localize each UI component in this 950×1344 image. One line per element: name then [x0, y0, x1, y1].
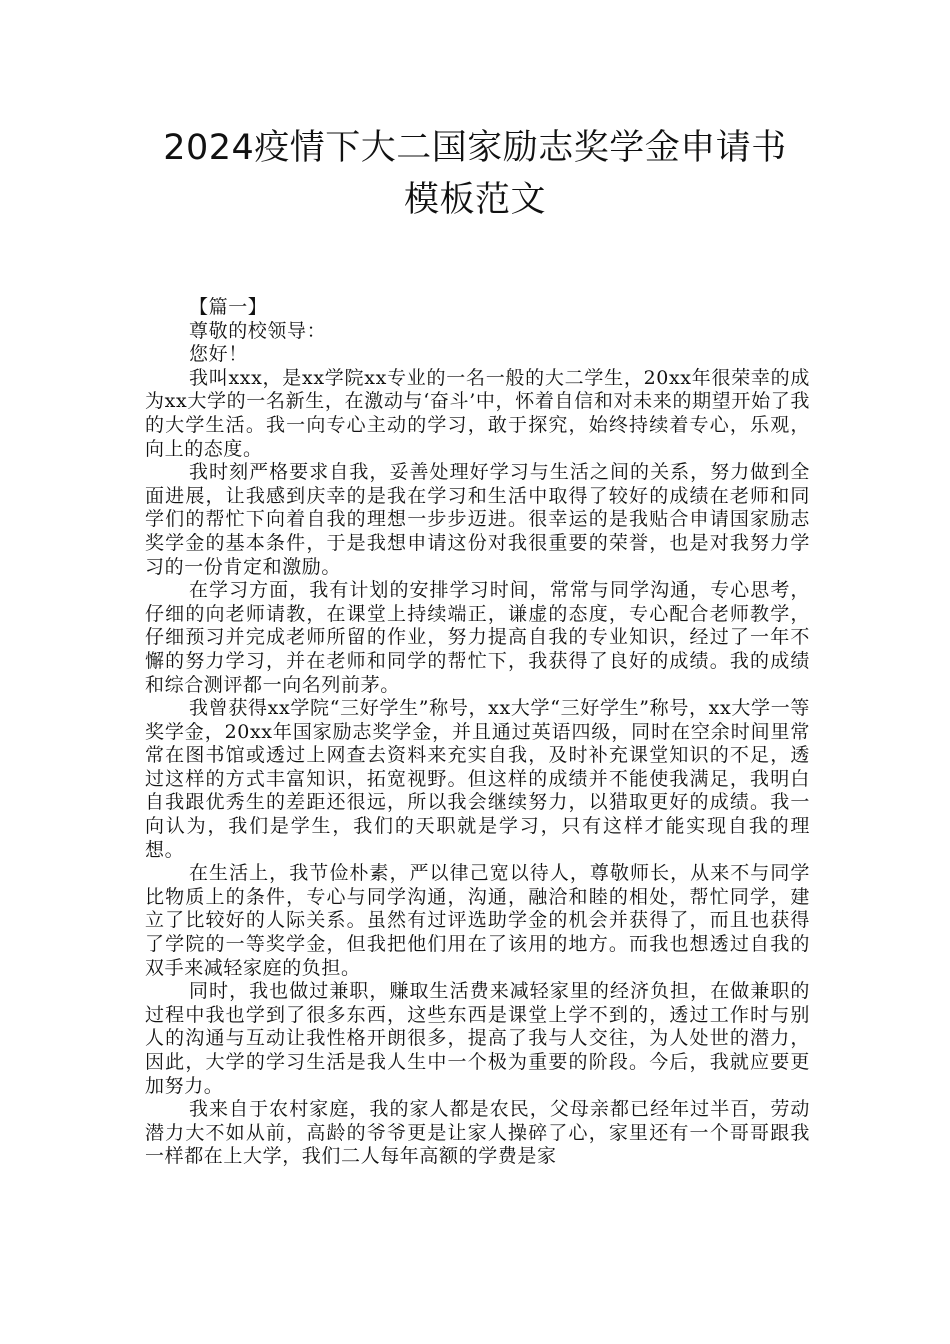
paragraph-2: 我时刻严格要求自我，妥善处理好学习与生活之间的关系，努力做到全面进展，让我感到庆幸的是我在学习和生活中取得了较好的成绩在老师和同学们的帮忙下向着自我的理想一步步迈进。很幸运的是我贴合申请国家励志奖学金的基本条件，于是我想申请这份对我很重要的荣誉，也是对我努力学习的一份肯定和激励。 [145, 461, 810, 578]
paragraph-7: 我来自于农村家庭，我的家人都是农民，父母亲都已经年过半百，劳动潜力大不如从前，高龄的爷爷更是让家人操碎了心，家里还有一个哥哥跟我一样都在上大学，我们二人每年高额的学费是家 [145, 1098, 810, 1168]
salutation: 尊敬的校领导： [189, 319, 327, 342]
paragraph-6: 同时，我也做过兼职，赚取生活费来减轻家里的经济负担，在做兼职的过程中我也学到了很多东西，这些东西是课堂上学不到的，透过工作时与别人的沟通与互动让我性格开朗很多，提高了我与人交往，为人处世的潜力，因此，大学的学习生活是我人生中一个极为重要的阶段。今后，我就应要更加努力。 [145, 980, 810, 1097]
document-body [145, 296, 810, 1169]
greeting: 您好！ [189, 343, 248, 366]
section-heading: 【篇一】 [189, 296, 268, 318]
paragraph-5: 在生活上，我节俭朴素，严以律己宽以待人，尊敬师长，从来不与同学比物质上的条件，专心与同学沟通，沟通，融洽和睦的相处，帮忙同学，建立了比较好的人际关系。虽然有过评选助学金的机会并获得了，而且也获得了学院的一等奖学金，但我把他们用在了该用的地方。而我也想透过自我的双手来减轻家庭的负担。 [145, 862, 810, 979]
paragraph-4: 我曾获得xx学院“三好学生”称号，xx大学“三好学生”称号，xx大学一等奖学金，20xx年国家励志奖学金，并且通过英语四级，同时在空余时间里常常在图书馆或透过上网查去资料来充实自我，及时补充课堂知识的不足，透过这样的方式丰富知识，拓宽视野。但这样的成绩并不能使我满足，我明白自我跟优秀生的差距还很远，所以我会继续努力，以猎取更好的成绩。我一向认为，我们是学生，我们的天职就是学习，只有这样才能实现自我的理想。 [145, 697, 810, 861]
document-title [100, 122, 850, 226]
title-line-1: 2024疫情下大二国家励志奖学金申请书 [163, 128, 787, 168]
paragraph-3: 在学习方面，我有计划的安排学习时间，常常与同学沟通，专心思考，仔细的向老师请教，在课堂上持续端正，谦虚的态度，专心配合老师教学，仔细预习并完成老师所留的作业，努力提高自我的专业知识，经过了一年不懈的努力学习，并在老师和同学的帮忙下，我获得了良好的成绩。我的成绩和综合测评都一向名列前茅。 [145, 579, 810, 696]
paragraph-1: 我叫xxx，是xx学院xx专业的一名一般的大二学生，20xx年很荣幸的成为xx大学的一名新生，在激动与‘奋斗’中，怀着自信和对未来的期望开始了我的大学生活。我一向专心主动的学习，敢于探究，始终持续着专心，乐观，向上的态度。 [145, 366, 810, 460]
title-line-2: 模板范文 [403, 180, 546, 220]
